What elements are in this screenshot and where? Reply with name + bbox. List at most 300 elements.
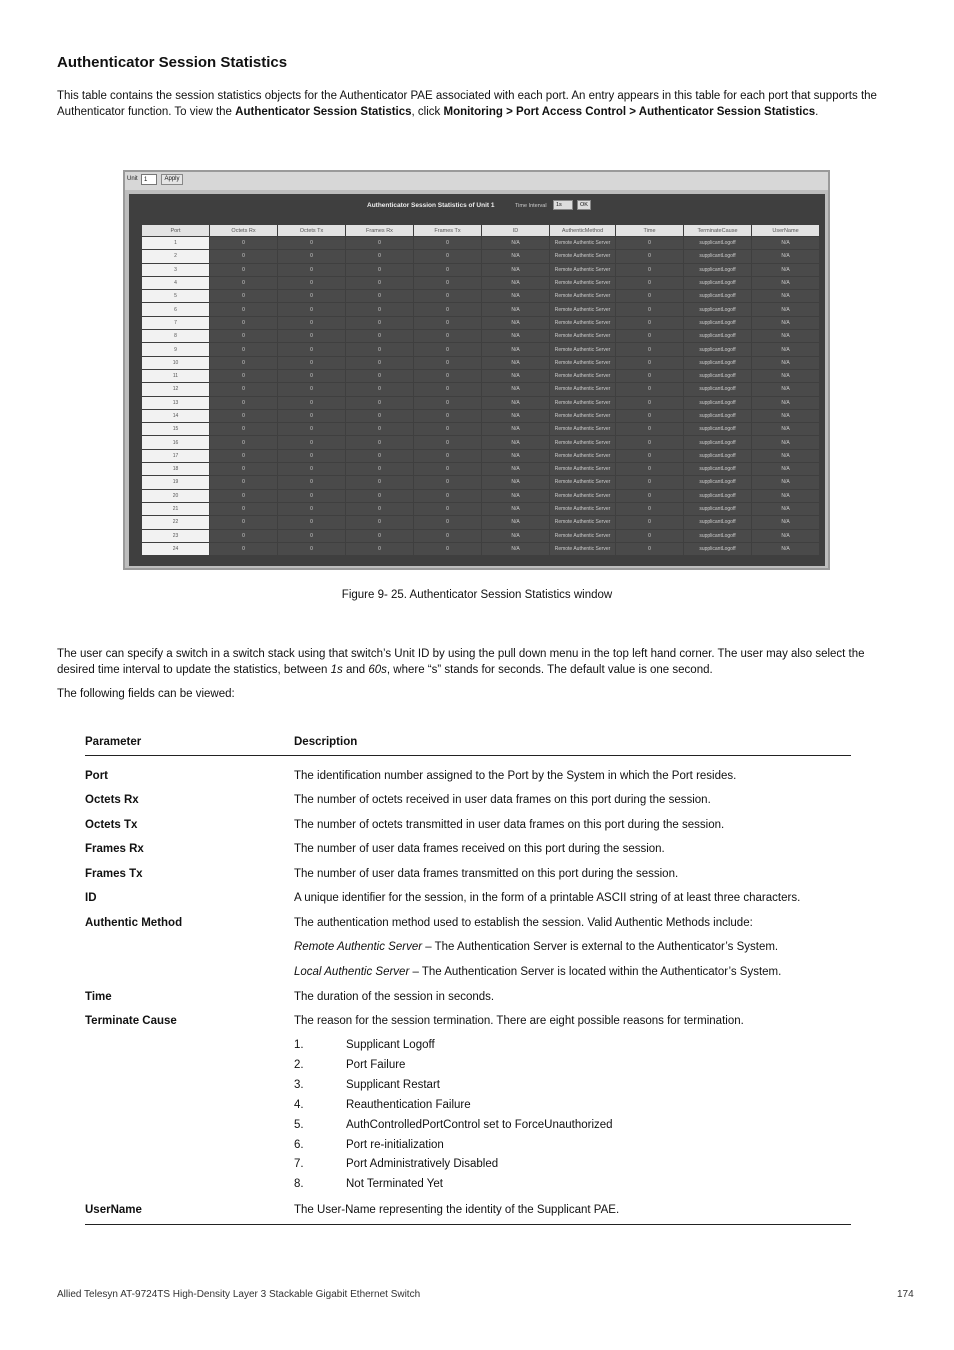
stats-cell: supplicantLogoff [684, 423, 752, 436]
stats-cell: 0 [210, 383, 278, 396]
stats-cell: 5 [142, 290, 210, 303]
stats-cell: N/A [752, 409, 820, 422]
stats-cell: N/A [482, 237, 550, 250]
stats-row [142, 449, 820, 462]
stats-cell: supplicantLogoff [684, 330, 752, 343]
stats-cell: Remote Authentic Server [550, 423, 616, 436]
fields-intro: The following fields can be viewed: [57, 688, 235, 700]
cause-text: Not Terminated Yet [346, 1178, 443, 1191]
stats-cell: 0 [414, 263, 482, 276]
stats-cell: supplicantLogoff [684, 436, 752, 449]
stats-col-header: Octets Rx [210, 225, 278, 237]
stats-cell: supplicantLogoff [684, 303, 752, 316]
stats-row [142, 303, 820, 316]
stats-cell: 0 [346, 316, 414, 329]
stats-cell: Remote Authentic Server [550, 396, 616, 409]
stats-cell: supplicantLogoff [684, 476, 752, 489]
stats-row [142, 542, 820, 555]
stats-cell: 1 [142, 237, 210, 250]
stats-cell: 0 [210, 502, 278, 515]
stats-cell: 0 [278, 409, 346, 422]
stats-cell: Remote Authentic Server [550, 383, 616, 396]
stats-cell: 0 [346, 449, 414, 462]
stats-cell: 0 [346, 263, 414, 276]
stats-cell: 0 [616, 542, 684, 555]
stats-cell: 0 [210, 423, 278, 436]
stats-cell: N/A [752, 237, 820, 250]
stats-cell: 0 [414, 369, 482, 382]
stats-cell: 0 [616, 463, 684, 476]
figure-caption: Figure 9- 25. Authenticator Session Statistics window [341, 589, 613, 601]
stats-cell: 0 [414, 502, 482, 515]
param-name: Authentic Method [85, 917, 183, 929]
stats-cell: 8 [142, 330, 210, 343]
stats-col-header: UserName [752, 225, 820, 237]
stats-cell: supplicantLogoff [684, 449, 752, 462]
stats-cell: N/A [752, 436, 820, 449]
stats-cell: 0 [346, 502, 414, 515]
unit-select[interactable]: 1 [141, 174, 157, 185]
stats-cell: 0 [616, 330, 684, 343]
stats-cell: 23 [142, 529, 210, 542]
stats-cell: N/A [482, 356, 550, 369]
stats-cell: 0 [210, 396, 278, 409]
stats-cell: supplicantLogoff [684, 369, 752, 382]
stats-cell: supplicantLogoff [684, 542, 752, 555]
cause-text: Port Failure [346, 1058, 406, 1071]
param-name: Terminate Cause [85, 1015, 177, 1027]
stats-cell: N/A [752, 502, 820, 515]
param-description: The number of octets received in user data frames on this port during the session. [294, 794, 711, 806]
stats-cell: 0 [278, 316, 346, 329]
stats-cell: Remote Authentic Server [550, 449, 616, 462]
stats-cell: 0 [414, 343, 482, 356]
stats-cell: 0 [346, 369, 414, 382]
stats-cell: 9 [142, 343, 210, 356]
stats-cell: N/A [482, 383, 550, 396]
page-number: 174 [897, 1289, 914, 1300]
stats-cell: Remote Authentic Server [550, 356, 616, 369]
authentic-method-item [294, 941, 778, 953]
header-description: Description [294, 736, 358, 748]
stats-cell: 0 [616, 356, 684, 369]
stats-cell: 0 [278, 423, 346, 436]
stats-row [142, 330, 820, 343]
stats-row [142, 502, 820, 515]
stats-cell: 0 [616, 237, 684, 250]
param-description: The authentication method used to establish the session. Valid Authentic Methods include: [294, 917, 753, 929]
cause-text: AuthControlledPortControl set to ForceUnauthorized [346, 1118, 613, 1131]
stats-cell: 0 [210, 542, 278, 555]
stats-cell: supplicantLogoff [684, 276, 752, 289]
stats-cell: 0 [278, 436, 346, 449]
stats-cell: Remote Authentic Server [550, 436, 616, 449]
stats-cell: N/A [752, 449, 820, 462]
stats-cell: Remote Authentic Server [550, 316, 616, 329]
stats-cell: Remote Authentic Server [550, 502, 616, 515]
stats-cell: N/A [482, 316, 550, 329]
param-description: The number of user data frames transmitted on this port during the session. [294, 868, 679, 880]
stats-cell: 0 [414, 476, 482, 489]
stats-cell: 13 [142, 396, 210, 409]
stats-col-header: Port [142, 225, 210, 237]
stats-cell: 0 [346, 343, 414, 356]
stats-cell: 0 [414, 449, 482, 462]
intro-paragraph: This table contains the session statistics objects for the Authenticator PAE associated with each port. An entry appears in this table for each port that supports the Authenticator function. To view the Authenticator Session Statistics, click Monitoring > Port Access Control > Authenticator Session Statistics. [57, 90, 877, 118]
stats-cell: 0 [346, 436, 414, 449]
stats-cell: Remote Authentic Server [550, 489, 616, 502]
stats-row [142, 516, 820, 529]
stats-row [142, 383, 820, 396]
stats-cell: 7 [142, 316, 210, 329]
stats-cell: 0 [346, 330, 414, 343]
stats-cell: 0 [346, 250, 414, 263]
stats-cell: N/A [482, 516, 550, 529]
stats-col-header: Octets Tx [278, 225, 346, 237]
stats-cell: 0 [414, 383, 482, 396]
stats-cell: 0 [278, 343, 346, 356]
stats-panel [129, 194, 825, 566]
stats-cell: 0 [278, 369, 346, 382]
stats-cell: 0 [346, 489, 414, 502]
stats-cell: 17 [142, 449, 210, 462]
param-name: Frames Rx [85, 843, 144, 855]
stats-cell: N/A [752, 303, 820, 316]
stats-cell: 0 [414, 290, 482, 303]
stats-cell: N/A [752, 343, 820, 356]
stats-cell: Remote Authentic Server [550, 542, 616, 555]
param-description: The number of octets transmitted in user data frames on this port during the session. [294, 819, 725, 831]
stats-cell: 0 [346, 409, 414, 422]
stats-cell: Remote Authentic Server [550, 529, 616, 542]
stats-cell: N/A [482, 423, 550, 436]
stats-cell: 0 [616, 263, 684, 276]
stats-cell: 0 [616, 343, 684, 356]
stats-cell: 0 [616, 290, 684, 303]
stats-cell: supplicantLogoff [684, 290, 752, 303]
stats-cell: 0 [278, 516, 346, 529]
param-description: The User-Name representing the identity of the Supplicant PAE. [294, 1204, 620, 1216]
stats-row [142, 263, 820, 276]
param-description: The reason for the session termination. There are eight possible reasons for termination. [294, 1015, 744, 1027]
stats-cell: 0 [414, 516, 482, 529]
stats-cell: Remote Authentic Server [550, 237, 616, 250]
stats-cell: 0 [346, 529, 414, 542]
stats-cell: 0 [616, 369, 684, 382]
stats-cell: 0 [414, 250, 482, 263]
stats-cell: 0 [210, 476, 278, 489]
stats-cell: N/A [752, 463, 820, 476]
stats-col-header: TerminateCause [684, 225, 752, 237]
unit-toolbar [125, 172, 828, 190]
stats-cell: N/A [482, 449, 550, 462]
time-interval-label: Time Interval [515, 203, 547, 209]
stats-cell: N/A [752, 356, 820, 369]
cause-text: Port Administratively Disabled [346, 1158, 499, 1171]
stats-cell: 0 [278, 489, 346, 502]
stats-cell: 0 [346, 303, 414, 316]
screenshot-figure [123, 170, 830, 570]
method-term: Local Authentic Server [294, 966, 410, 978]
stats-cell: 0 [278, 383, 346, 396]
time-interval-select[interactable]: 1s [553, 200, 573, 210]
method-term: Remote Authentic Server [294, 941, 423, 953]
stats-col-header: Time [616, 225, 684, 237]
stats-cell: N/A [752, 316, 820, 329]
stats-cell: N/A [752, 330, 820, 343]
stats-row [142, 423, 820, 436]
stats-cell: 0 [616, 529, 684, 542]
cause-number: 4. [294, 1098, 304, 1111]
stats-cell: N/A [482, 263, 550, 276]
stats-cell: 0 [414, 396, 482, 409]
stats-cell: N/A [482, 409, 550, 422]
stats-row [142, 290, 820, 303]
stats-cell: 20 [142, 489, 210, 502]
stats-row [142, 436, 820, 449]
cause-text: Port re-initialization [346, 1138, 444, 1151]
cause-number: 5. [294, 1118, 304, 1131]
stats-cell: supplicantLogoff [684, 463, 752, 476]
stats-cell: 0 [414, 423, 482, 436]
stats-cell: 10 [142, 356, 210, 369]
stats-cell: 0 [278, 502, 346, 515]
stats-cell: 0 [616, 476, 684, 489]
parameter-table [85, 733, 851, 1216]
stats-cell: 0 [210, 369, 278, 382]
stats-cell: 0 [616, 423, 684, 436]
stats-row [142, 409, 820, 422]
table-end-rule [85, 1224, 851, 1225]
param-description: The duration of the session in seconds. [294, 991, 495, 1003]
cause-text: Supplicant Restart [346, 1078, 440, 1091]
param-description: A unique identifier for the session, in the form of a printable ASCII string of at least three characters. [294, 892, 801, 904]
stats-cell: 0 [278, 463, 346, 476]
stats-cell: N/A [482, 502, 550, 515]
cause-number: 7. [294, 1158, 304, 1171]
param-name: Octets Tx [85, 819, 138, 831]
cause-number: 6. [294, 1138, 304, 1151]
stats-cell: 0 [616, 383, 684, 396]
stats-row [142, 369, 820, 382]
stats-cell: 0 [616, 303, 684, 316]
stats-cell: 0 [414, 489, 482, 502]
stats-cell: 0 [616, 516, 684, 529]
stats-cell: supplicantLogoff [684, 250, 752, 263]
stats-cell: 3 [142, 263, 210, 276]
stats-cell: 0 [346, 290, 414, 303]
stats-cell: N/A [752, 250, 820, 263]
stats-cell: 0 [414, 356, 482, 369]
authentic-method-item [294, 966, 781, 978]
stats-row [142, 276, 820, 289]
stats-cell: N/A [482, 529, 550, 542]
stats-row [142, 250, 820, 263]
stats-col-header: AuthenticMethod [550, 225, 616, 237]
stats-row [142, 476, 820, 489]
stats-cell: 0 [346, 356, 414, 369]
stats-cell: Remote Authentic Server [550, 330, 616, 343]
stats-cell: N/A [482, 436, 550, 449]
stats-cell: Remote Authentic Server [550, 463, 616, 476]
stats-cell: supplicantLogoff [684, 263, 752, 276]
ok-button[interactable]: OK [577, 200, 591, 210]
stats-cell: Remote Authentic Server [550, 303, 616, 316]
stats-cell: 0 [278, 290, 346, 303]
stats-cell: supplicantLogoff [684, 529, 752, 542]
stats-cell: 12 [142, 383, 210, 396]
stats-cell: 0 [346, 463, 414, 476]
stats-cell: N/A [752, 396, 820, 409]
stats-cell: 0 [346, 237, 414, 250]
stats-cell: 0 [210, 250, 278, 263]
stats-cell: supplicantLogoff [684, 383, 752, 396]
stats-row [142, 343, 820, 356]
stats-cell: supplicantLogoff [684, 316, 752, 329]
apply-button[interactable]: Apply [161, 174, 183, 185]
cause-text: Reauthentication Failure [346, 1098, 471, 1111]
stats-col-header: Frames Rx [346, 225, 414, 237]
stats-cell: 0 [210, 436, 278, 449]
section-title: Authenticator Session Statistics [57, 54, 288, 71]
stats-cell: 0 [210, 489, 278, 502]
cause-number: 1. [294, 1039, 304, 1051]
stats-cell: supplicantLogoff [684, 502, 752, 515]
stats-cell: 0 [278, 250, 346, 263]
stats-cell: 0 [616, 502, 684, 515]
stats-cell: 21 [142, 502, 210, 515]
stats-cell: 0 [210, 529, 278, 542]
stats-table [141, 224, 820, 556]
stats-row [142, 356, 820, 369]
stats-cell: N/A [482, 476, 550, 489]
stats-cell: 0 [414, 330, 482, 343]
stats-cell: 0 [616, 409, 684, 422]
stats-cell: Remote Authentic Server [550, 516, 616, 529]
panel-title: Authenticator Session Statistics of Unit 1 [367, 202, 495, 209]
stats-cell: supplicantLogoff [684, 396, 752, 409]
stats-cell: N/A [482, 330, 550, 343]
cause-number: 8. [294, 1178, 304, 1191]
method-text: – The Authentication Server is external to the Authenticator’s System. [422, 941, 779, 953]
param-name: ID [85, 892, 97, 904]
cause-number: 3. [294, 1078, 304, 1091]
stats-cell: N/A [482, 343, 550, 356]
stats-cell: 4 [142, 276, 210, 289]
stats-cell: 0 [414, 542, 482, 555]
stats-cell: supplicantLogoff [684, 489, 752, 502]
stats-cell: 0 [278, 356, 346, 369]
stats-cell: 0 [210, 463, 278, 476]
stats-cell: 14 [142, 409, 210, 422]
stats-col-header: ID [482, 225, 550, 237]
footer-title: Allied Telesyn AT-9724TS High-Density Layer 3 Stackable Gigabit Ethernet Switch [57, 1289, 421, 1300]
stats-cell: N/A [752, 476, 820, 489]
stats-cell: 0 [210, 330, 278, 343]
stats-row [142, 489, 820, 502]
stats-cell: 0 [210, 356, 278, 369]
stats-cell: 0 [210, 303, 278, 316]
stats-cell: 0 [414, 276, 482, 289]
stats-row [142, 529, 820, 542]
stats-cell: 0 [210, 276, 278, 289]
stats-cell: 0 [278, 542, 346, 555]
stats-cell: 22 [142, 516, 210, 529]
stats-cell: 15 [142, 423, 210, 436]
stats-cell: N/A [752, 290, 820, 303]
stats-cell: 0 [616, 396, 684, 409]
stats-cell: N/A [752, 383, 820, 396]
param-name: Time [85, 991, 112, 1003]
stats-cell: 0 [278, 263, 346, 276]
stats-cell: 0 [414, 237, 482, 250]
stats-cell: Remote Authentic Server [550, 263, 616, 276]
stats-cell: 0 [210, 316, 278, 329]
stats-cell: 0 [346, 476, 414, 489]
param-name: Frames Tx [85, 868, 143, 880]
stats-cell: 0 [414, 529, 482, 542]
stats-cell: 0 [210, 449, 278, 462]
stats-cell: 0 [414, 303, 482, 316]
stats-cell: N/A [752, 489, 820, 502]
stats-cell: N/A [752, 369, 820, 382]
stats-cell: N/A [482, 542, 550, 555]
stats-cell: 0 [346, 383, 414, 396]
stats-cell: 0 [346, 423, 414, 436]
stats-cell: 0 [210, 516, 278, 529]
parameter-table-header [85, 733, 851, 756]
stats-cell: supplicantLogoff [684, 343, 752, 356]
stats-cell: 11 [142, 369, 210, 382]
stats-cell: N/A [752, 276, 820, 289]
stats-cell: Remote Authentic Server [550, 276, 616, 289]
stats-cell: N/A [752, 542, 820, 555]
stats-cell: N/A [752, 529, 820, 542]
stats-cell: 0 [278, 303, 346, 316]
stats-row [142, 463, 820, 476]
stats-col-header: Frames Tx [414, 225, 482, 237]
stats-cell: 0 [210, 409, 278, 422]
stats-cell: 16 [142, 436, 210, 449]
stats-cell: N/A [752, 263, 820, 276]
stats-cell: 19 [142, 476, 210, 489]
stats-cell: 0 [278, 396, 346, 409]
stats-cell: 18 [142, 463, 210, 476]
stats-cell: 0 [210, 343, 278, 356]
stats-row [142, 237, 820, 250]
stats-cell: N/A [482, 303, 550, 316]
stats-cell: 0 [616, 250, 684, 263]
cause-number: 2. [294, 1058, 304, 1071]
stats-cell: 0 [278, 529, 346, 542]
stats-cell: 0 [278, 276, 346, 289]
stats-cell: 0 [616, 436, 684, 449]
stats-cell: N/A [752, 516, 820, 529]
cause-text: Supplicant Logoff [346, 1039, 435, 1051]
stats-cell: Remote Authentic Server [550, 369, 616, 382]
stats-cell: Remote Authentic Server [550, 250, 616, 263]
stats-cell: 0 [414, 316, 482, 329]
stats-row [142, 396, 820, 409]
stats-cell: 0 [616, 316, 684, 329]
stats-cell: 0 [346, 276, 414, 289]
stats-cell: 0 [616, 276, 684, 289]
stats-row [142, 316, 820, 329]
stats-cell: N/A [482, 463, 550, 476]
stats-cell: 0 [414, 463, 482, 476]
stats-cell: 0 [346, 542, 414, 555]
param-name: UserName [85, 1204, 142, 1216]
